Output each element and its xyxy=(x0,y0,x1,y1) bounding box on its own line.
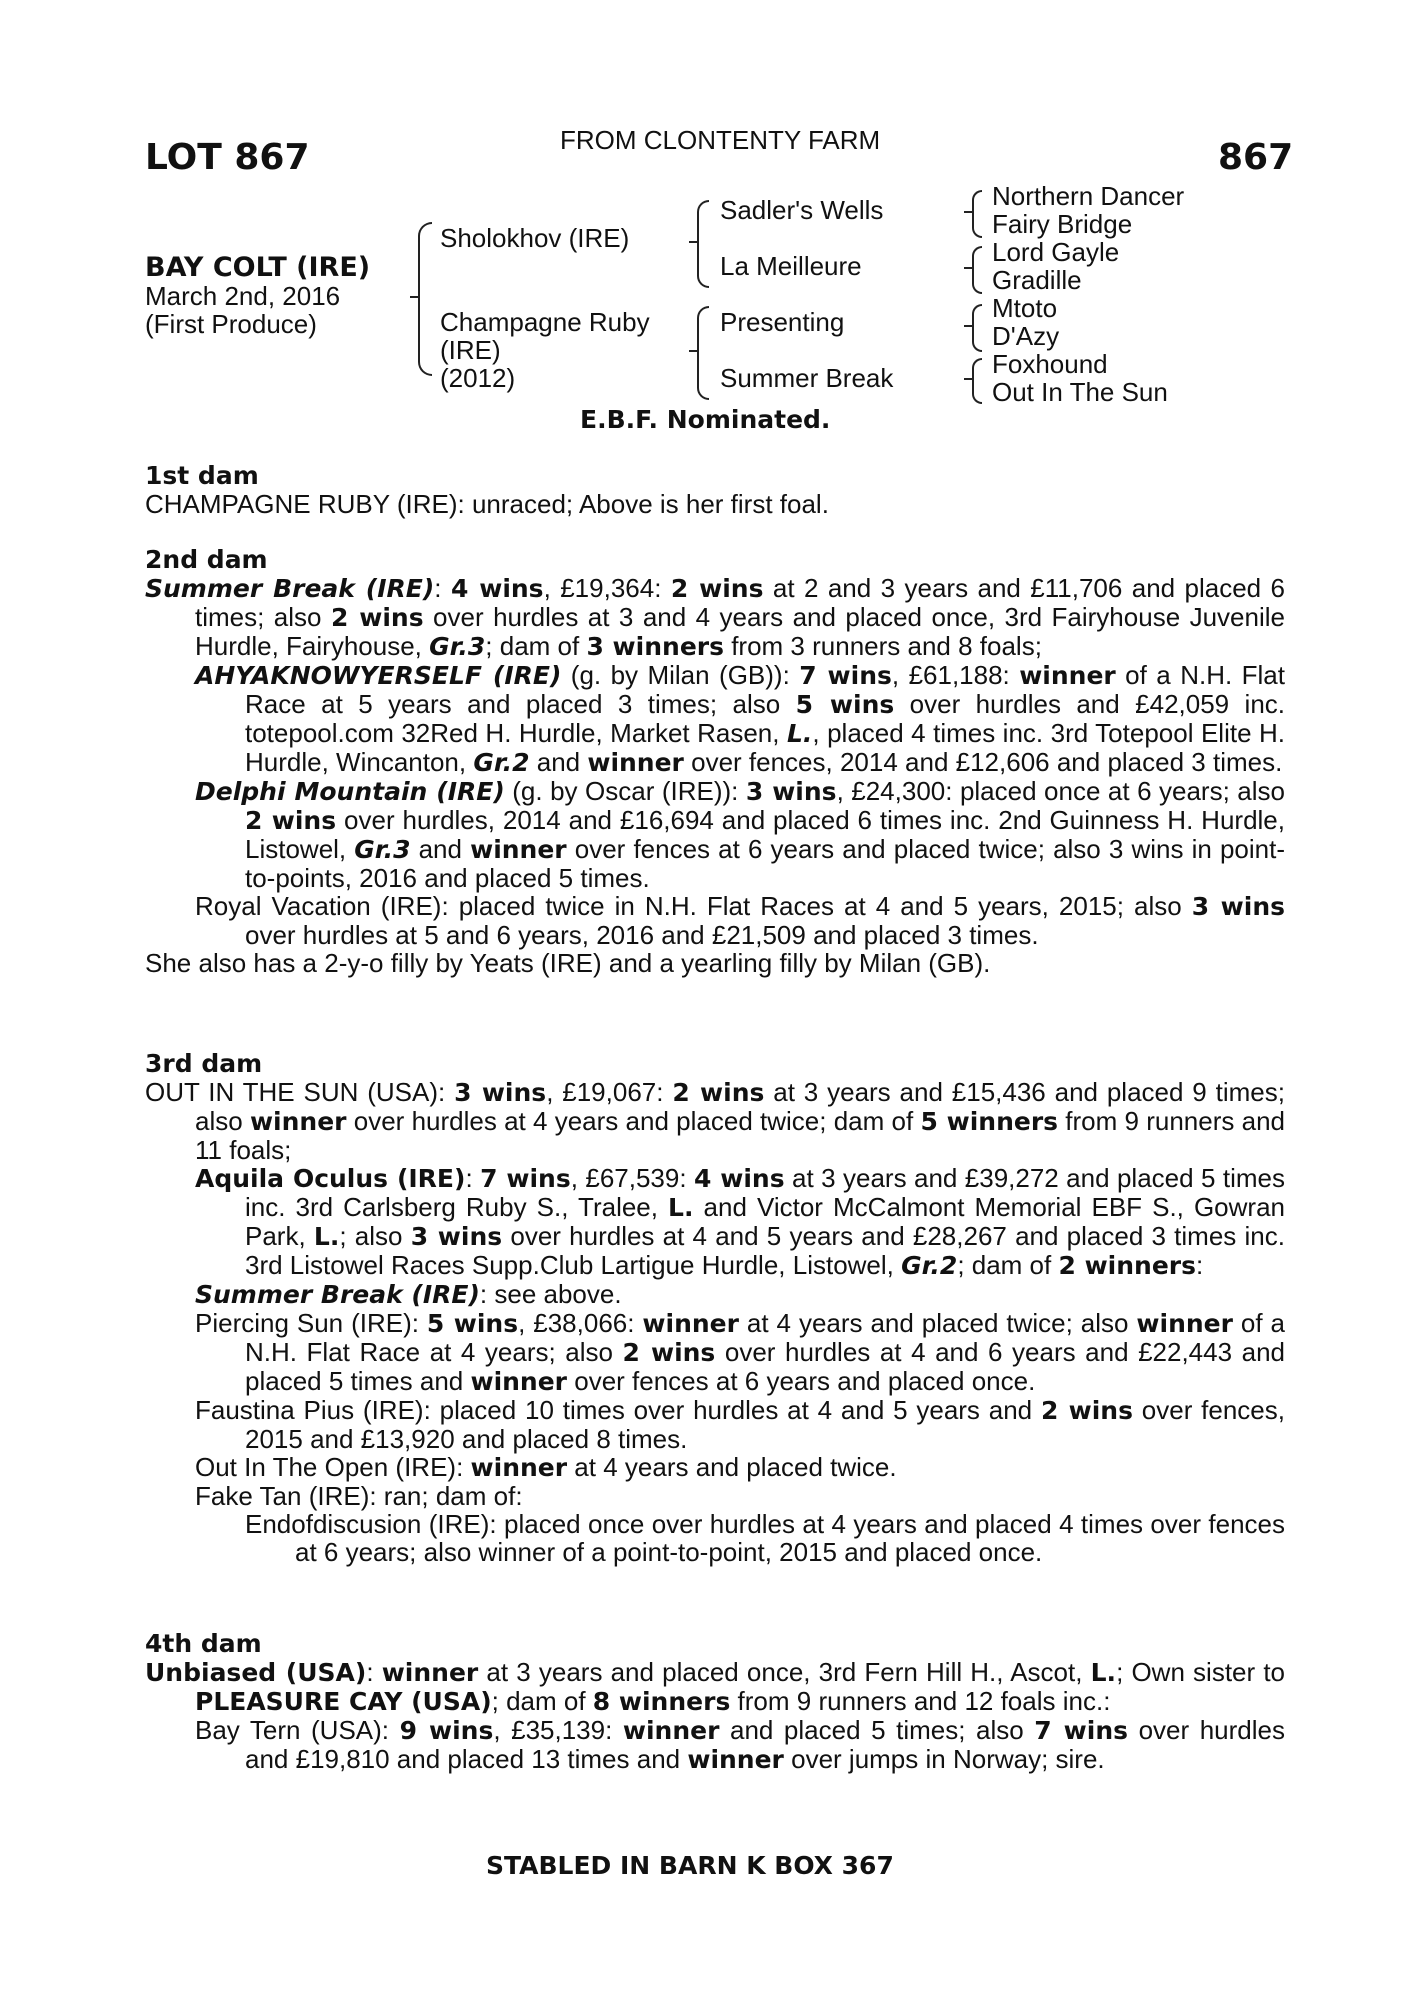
third-dam-entry: OUT IN THE SUN (USA): 3 wins, £19,067: 2 wins at 3 years and £15,436 and placed 9 times; also winner over hurdles at 4 years and placed twice; dam of 5 winners from 9 runners and 11 foals; xyxy=(145,1077,1286,1165)
sire-sire-name: Sadler's Wells xyxy=(720,195,884,225)
progeny-delphi-mountain: Delphi Mountain (IRE) (g. by Oscar (IRE)): 3 wins, £24,300: placed once at 6 years; also 2 wins over hurdles, 2014 and £16,694 and placed 6 times inc. 2nd Guinness H. Hurdle, Listowel, Gr.3 and winner over fences at 6 years and placed twice; also 3 wins in point-to-points, 2016 and placed 5 times. xyxy=(195,776,1285,893)
brace-main xyxy=(418,222,432,376)
progeny-bay-tern: Bay Tern (USA): 9 wins, £35,139: winner and placed 5 times; also 7 wins over hurdles and £19,810 and placed 13 times and winner over jumps in Norway; sire. xyxy=(195,1715,1285,1774)
progeny-aquila-oculus: Aquila Oculus (IRE): 7 wins, £67,539: 4 wins at 3 years and £39,272 and placed 5 times inc. 3rd Carlsberg Ruby S., Tralee, L. and Victor McCalmont Memorial EBF S., Gowran Park, L.; also 3 wins over hurdles at 4 and 5 years and £28,267 and placed 3 times inc. 3rd Listowel Races Supp.Club Lartigue Hurdle, Listowel, Gr.2; dam of 2 winners: xyxy=(195,1163,1285,1280)
consignor: FROM CLONTENTY FARM xyxy=(560,125,881,155)
second-dam-section xyxy=(145,546,1285,977)
progeny-endofdiscusion: Endofdiscusion (IRE): placed once over hurdles at 4 years and placed 4 times over fences at 6 years; also winner of a point-to-point, 2015 and placed once. xyxy=(245,1509,1285,1567)
ebf-nomination: E.B.F. Nominated. xyxy=(580,405,831,434)
second-dam-title: 2nd dam xyxy=(145,545,268,574)
brace-dam xyxy=(697,306,709,400)
fourth-dam-entry: Unbiased (USA): winner at 3 years and placed once, 3rd Fern Hill H., Ascot, L.; Own sister to PLEASURE CAY (USA); dam of 8 winners from 9 runners and 12 foals inc.: xyxy=(145,1657,1286,1716)
dam-name-line2: (IRE) xyxy=(440,335,501,365)
grandsire-5: Mtoto xyxy=(992,293,1058,323)
dam-sire-name: Presenting xyxy=(720,307,845,337)
progeny-out-in-the-open: Out In The Open (IRE): winner at 4 years and placed twice. xyxy=(195,1452,897,1482)
progeny-piercing-sun: Piercing Sun (IRE): 5 wins, £38,066: winner at 4 years and placed twice; also winner of a N.H. Flat Race at 4 years; also 2 wins over hurdles at 4 and 6 years and £22,443 and placed 5 times and winner over fences at 6 years and placed once. xyxy=(195,1308,1285,1396)
progeny-fake-tan: Fake Tan (IRE): ran; dam of: xyxy=(195,1481,523,1511)
fourth-dam-section xyxy=(145,1630,1285,1774)
progeny-royal-vacation: Royal Vacation (IRE): placed twice in N.H. Flat Races at 4 and 5 years, 2015; also 3 wins over hurdles at 5 and 6 years, 2016 and £21,509 and placed 3 times. xyxy=(195,891,1285,950)
sire-dam-name: La Meilleure xyxy=(720,251,862,281)
third-dam-section xyxy=(145,1050,1285,1566)
fourth-dam-title: 4th dam xyxy=(145,1629,262,1658)
progeny-faustina-pius: Faustina Pius (IRE): placed 10 times over hurdles at 4 and 5 years and 2 wins over fences, 2015 and £13,920 and placed 8 times. xyxy=(195,1395,1285,1454)
foaling-date: March 2nd, 2016 xyxy=(145,281,341,311)
first-dam-title: 1st dam xyxy=(145,461,259,490)
lot-number: 867 xyxy=(1218,137,1294,178)
brace-sire xyxy=(697,200,709,288)
grandsire-1: Northern Dancer xyxy=(992,181,1185,211)
progeny-ahyaknowyerself: AHYAKNOWYERSELF (IRE) (g. by Milan (GB)): 7 wins, £61,188: winner of a N.H. Flat Race at 5 years and placed 3 times; also 5 wins over hurdles and £42,059 inc. totepool.com 32Red H. Hurdle, Market Rasen, L., placed 4 times inc. 3rd Totepool Elite H. Hurdle, Wincanton, Gr.2 and winner over fences, 2014 and £12,606 and placed 3 times. xyxy=(195,660,1285,777)
grandsire-2: Fairy Bridge xyxy=(992,209,1133,239)
stabling-info: STABLED IN BARN K BOX 367 xyxy=(486,1851,894,1880)
progeny-summer-break: Summer Break (IRE): see above. xyxy=(195,1279,622,1309)
dam-dam-name: Summer Break xyxy=(720,363,894,393)
brace-g1 xyxy=(972,190,982,238)
first-dam-section xyxy=(145,462,1285,518)
first-dam-text: CHAMPAGNE RUBY (IRE): unraced; Above is her first foal. xyxy=(145,489,829,519)
brace-g2 xyxy=(972,246,982,294)
grandsire-7: Foxhound xyxy=(992,349,1108,379)
grandsire-6: D'Azy xyxy=(992,321,1060,351)
brace-g4 xyxy=(972,358,982,404)
dam-name-line1: Champagne Ruby xyxy=(440,307,650,337)
grandsire-4: Gradille xyxy=(992,265,1082,295)
brace-g3 xyxy=(972,304,982,352)
grandsire-8: Out In The Sun xyxy=(992,377,1168,407)
third-dam-title: 3rd dam xyxy=(145,1049,263,1078)
dam-name-line3: (2012) xyxy=(440,363,516,393)
horse-name: BAY COLT (IRE) xyxy=(145,252,371,283)
sire-name: Sholokhov (IRE) xyxy=(440,223,630,253)
second-dam-entry: Summer Break (IRE): 4 wins, £19,364: 2 wins at 2 and 3 years and £11,706 and placed 6 times; also 2 wins over hurdles at 3 and 4 years and placed once, 3rd Fairyhouse Juvenile Hurdle, Fairyhouse, Gr.3; dam of 3 winners from 3 runners and 8 foals; xyxy=(145,573,1286,661)
grandsire-3: Lord Gayle xyxy=(992,237,1120,267)
lot-label: LOT 867 xyxy=(145,137,310,178)
produce-note: (First Produce) xyxy=(145,309,317,339)
second-dam-note: She also has a 2-y-o filly by Yeats (IRE) and a yearling filly by Milan (GB). xyxy=(145,948,991,978)
